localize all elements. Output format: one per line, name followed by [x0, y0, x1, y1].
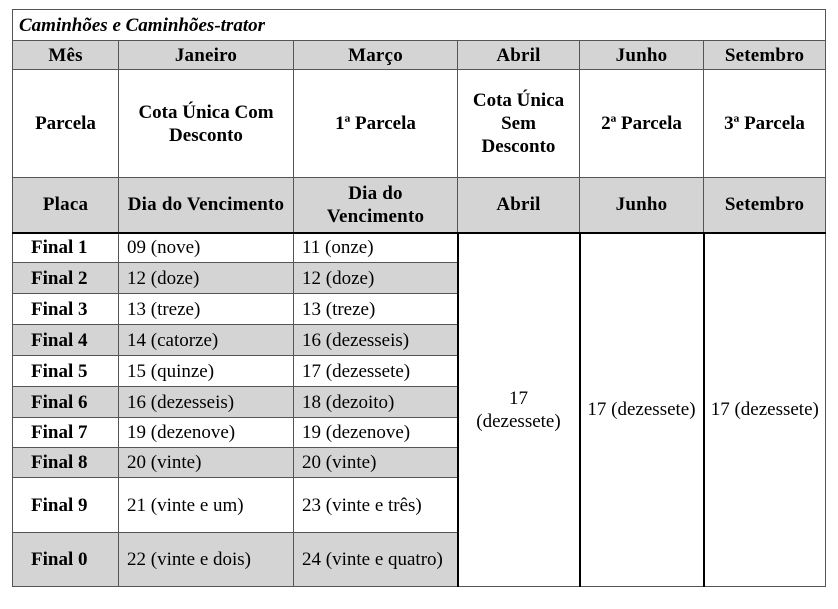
janeiro-final-0: 22 (vinte e dois) [119, 533, 294, 587]
marco-final-9: 23 (vinte e três) [294, 478, 458, 533]
marco-final-5: 17 (dezessete) [294, 356, 458, 387]
janeiro-final-2: 12 (doze) [119, 263, 294, 294]
placa-final-4: Final 4 [13, 325, 119, 356]
header-junho: Junho [580, 41, 704, 70]
setembro-merged-value: 17 (dezessete) [704, 233, 826, 587]
marco-final-6: 18 (dezoito) [294, 387, 458, 418]
parcela-setembro: 3ª Parcela [704, 70, 826, 178]
junho-merged-value: 17 (dezessete) [580, 233, 704, 587]
placa-final-0: Final 0 [13, 533, 119, 587]
vencimento-table-container [12, 9, 825, 587]
vencimento-janeiro-label: Dia do Vencimento [119, 178, 294, 233]
janeiro-final-1: 09 (nove) [119, 233, 294, 263]
marco-final-2: 12 (doze) [294, 263, 458, 294]
marco-final-7: 19 (dezenove) [294, 418, 458, 448]
parcela-junho: 2ª Parcela [580, 70, 704, 178]
janeiro-final-9: 21 (vinte e um) [119, 478, 294, 533]
parcela-abril: Cota Única Sem Desconto [458, 70, 580, 178]
marco-final-1: 11 (onze) [294, 233, 458, 263]
placa-abril-label: Abril [458, 178, 580, 233]
table-title: Caminhões e Caminhões-trator [13, 10, 826, 41]
placa-setembro-label: Setembro [704, 178, 826, 233]
placa-final-8: Final 8 [13, 448, 119, 478]
marco-final-3: 13 (treze) [294, 294, 458, 325]
marco-final-0: 24 (vinte e quatro) [294, 533, 458, 587]
marco-final-4: 16 (dezesseis) [294, 325, 458, 356]
placa-junho-label: Junho [580, 178, 704, 233]
vencimento-table [12, 9, 826, 587]
janeiro-final-7: 19 (dezenove) [119, 418, 294, 448]
parcela-marco: 1ª Parcela [294, 70, 458, 178]
placa-final-7: Final 7 [13, 418, 119, 448]
janeiro-final-3: 13 (treze) [119, 294, 294, 325]
vencimento-marco-label: Dia do Vencimento [294, 178, 458, 233]
header-mes: Mês [13, 41, 119, 70]
placa-final-3: Final 3 [13, 294, 119, 325]
header-janeiro: Janeiro [119, 41, 294, 70]
parcela-label: Parcela [13, 70, 119, 178]
janeiro-final-4: 14 (catorze) [119, 325, 294, 356]
placa-final-9: Final 9 [13, 478, 119, 533]
placa-final-1: Final 1 [13, 233, 119, 263]
header-abril: Abril [458, 41, 580, 70]
abril-merged-value: 17 (dezessete) [458, 233, 580, 587]
placa-label: Placa [13, 178, 119, 233]
janeiro-final-5: 15 (quinze) [119, 356, 294, 387]
marco-final-8: 20 (vinte) [294, 448, 458, 478]
placa-final-6: Final 6 [13, 387, 119, 418]
placa-final-2: Final 2 [13, 263, 119, 294]
header-setembro: Setembro [704, 41, 826, 70]
placa-final-5: Final 5 [13, 356, 119, 387]
janeiro-final-8: 20 (vinte) [119, 448, 294, 478]
header-marco: Março [294, 41, 458, 70]
parcela-janeiro: Cota Única Com Desconto [119, 70, 294, 178]
janeiro-final-6: 16 (dezesseis) [119, 387, 294, 418]
